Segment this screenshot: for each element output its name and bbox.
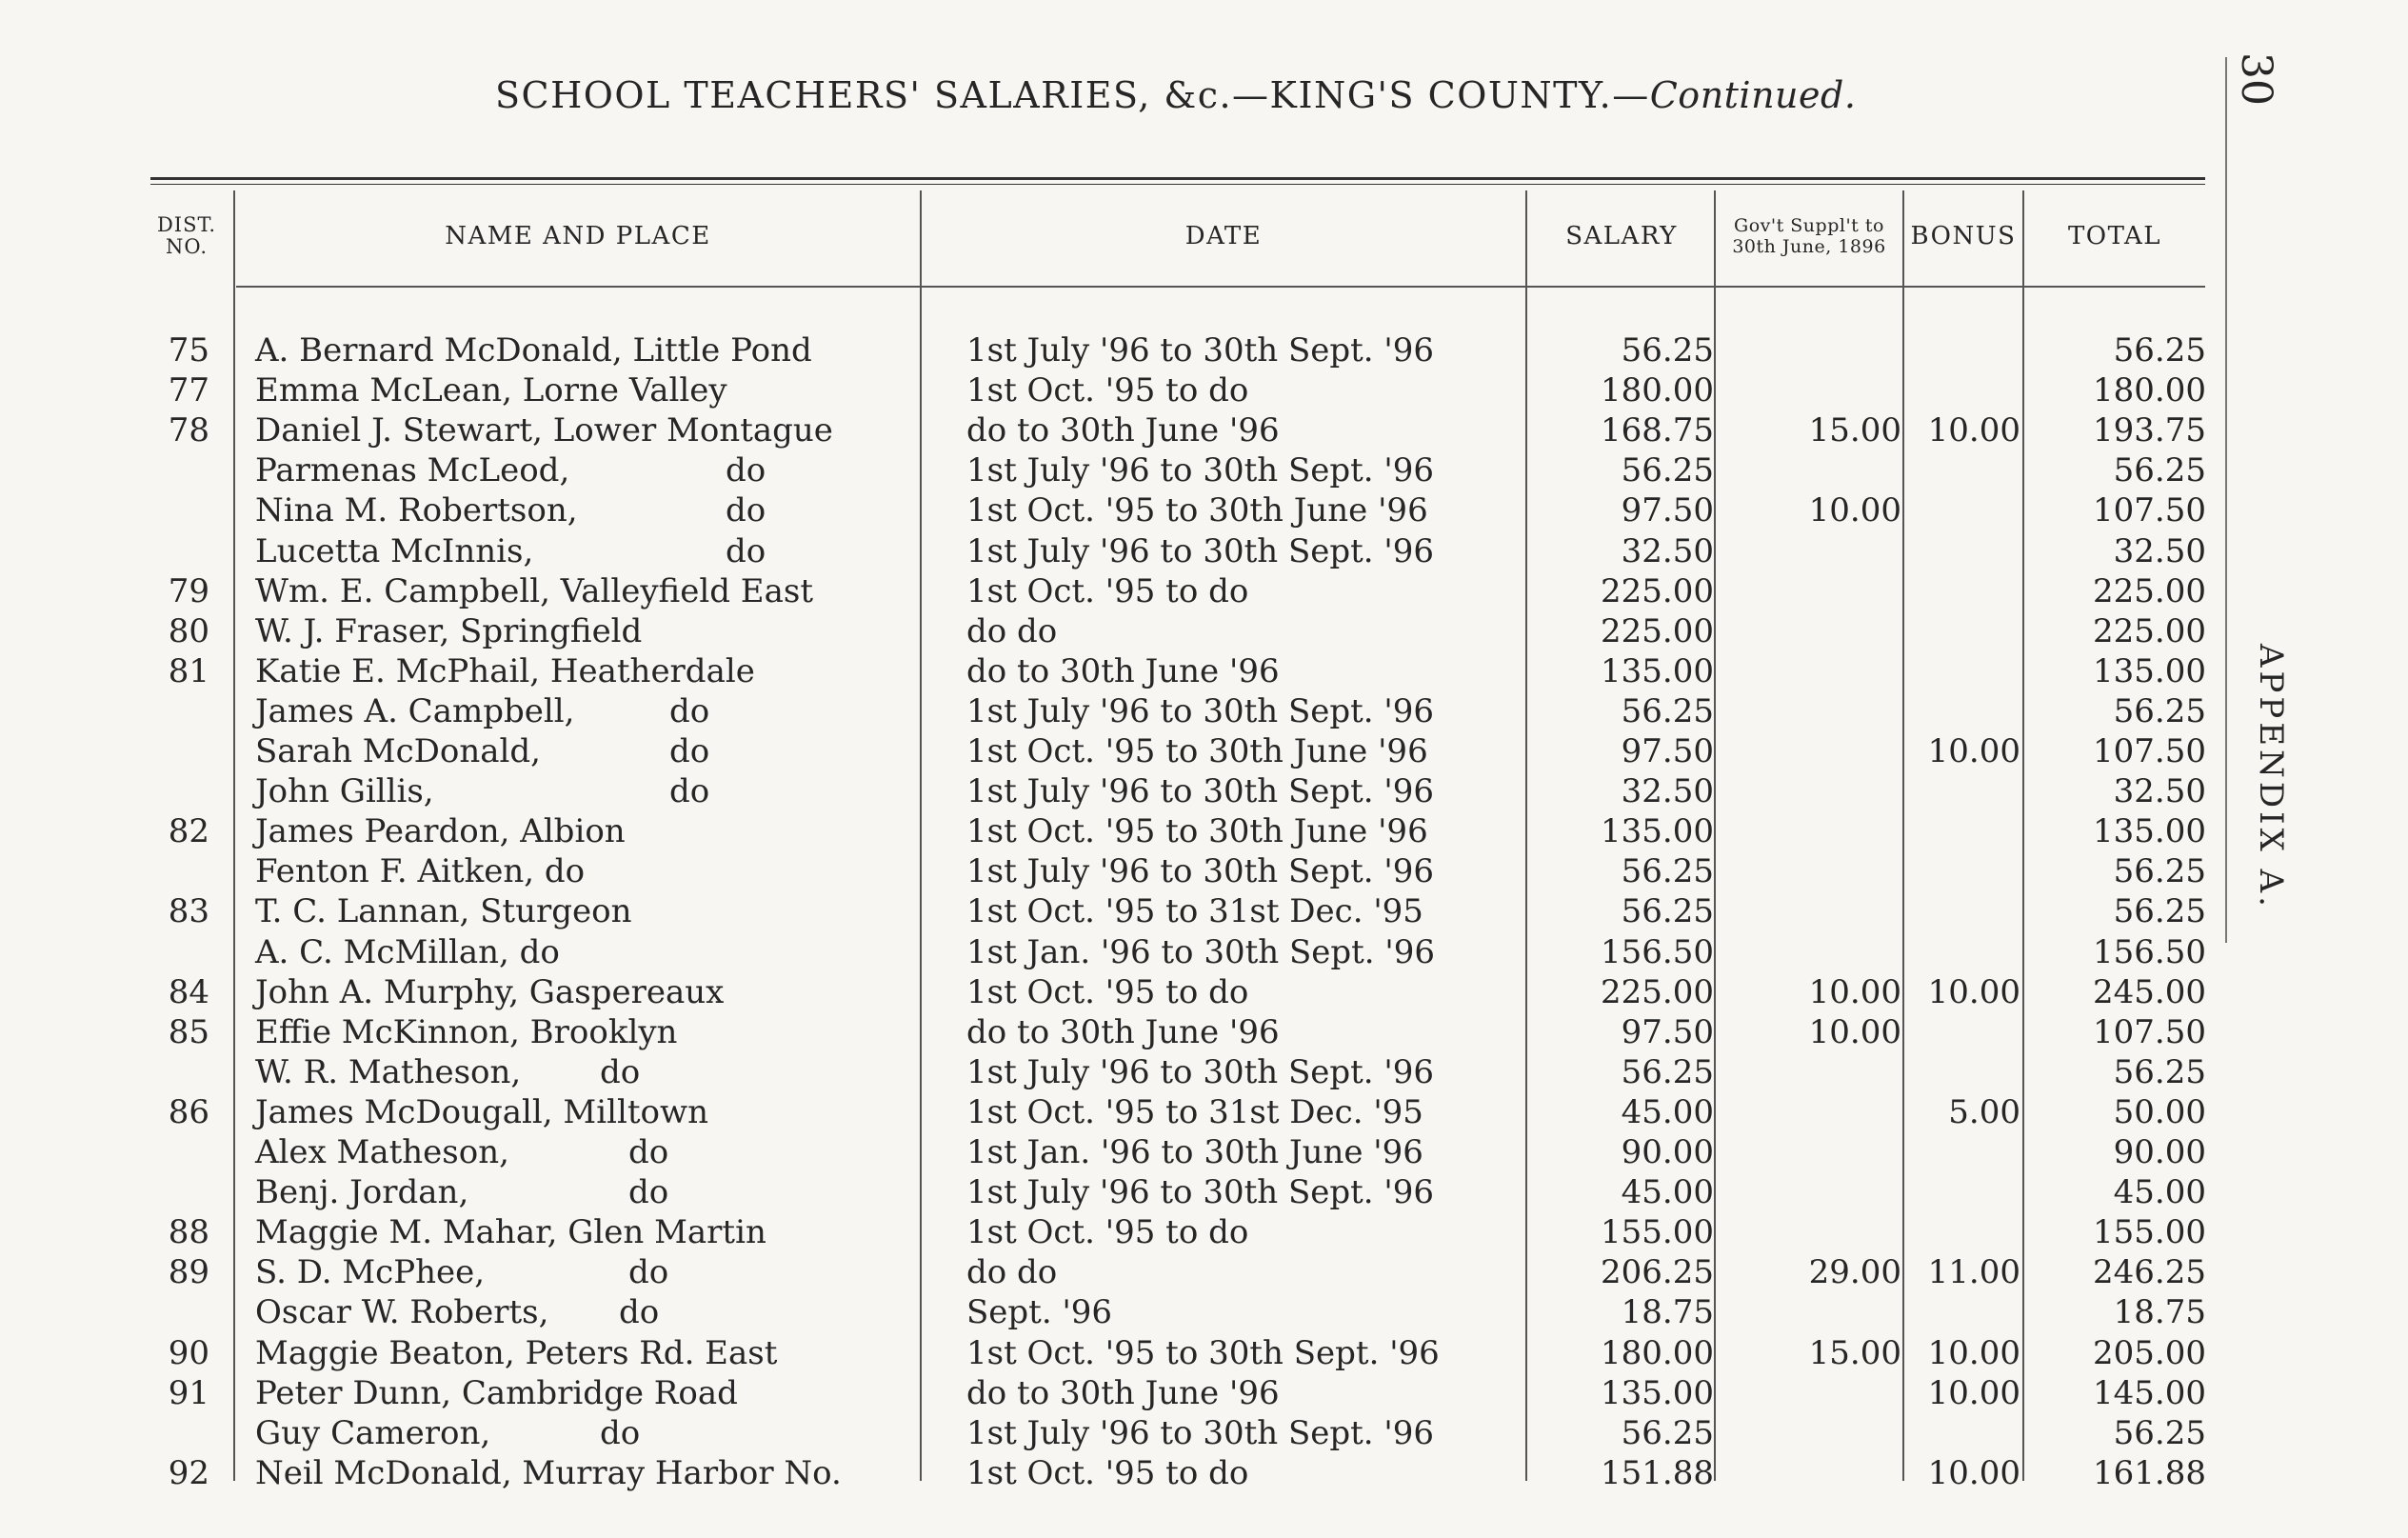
total-value: 90.00 [2113, 1133, 2206, 1171]
total-value: 161.88 [2093, 1453, 2206, 1492]
teacher-name-place: Neil McDonald, Murray Harbor No. [255, 1453, 842, 1492]
date-range: 1st July '96 to 30th Sept. '96 [966, 531, 1435, 570]
table-row [0, 1013, 2408, 1053]
teacher-name-place: Katie E. McPhail, Heatherdale [255, 651, 755, 690]
table-row [0, 1374, 2408, 1414]
salary-value: 180.00 [1601, 1333, 1714, 1372]
dist-number: 86 [168, 1092, 209, 1131]
date-range: 1st Oct. '95 to do [966, 571, 1249, 610]
date-range: 1st Oct. '95 to do [966, 1453, 1249, 1492]
salary-value: 135.00 [1601, 812, 1714, 851]
header-date: DATE [1184, 222, 1263, 250]
date-range: 1st July '96 to 30th Sept. '96 [966, 772, 1435, 811]
date-range: Sept. '96 [966, 1293, 1113, 1332]
teacher-name-place: James McDougall, Milltown [255, 1092, 708, 1131]
date-range: 1st Oct. '95 to 31st Dec. '95 [966, 1092, 1423, 1131]
ditto-mark: do [726, 451, 766, 490]
salary-value: 90.00 [1621, 1133, 1714, 1171]
dist-number: 81 [168, 651, 209, 690]
total-value: 180.00 [2093, 371, 2206, 410]
salary-value: 56.25 [1621, 892, 1714, 931]
total-value: 56.25 [2113, 1052, 2206, 1091]
title-text: SCHOOL TEACHERS' SALARIES, &c.—KING'S COUNTY.— [495, 74, 1650, 116]
table-row [0, 1173, 2408, 1213]
date-range: 1st Oct. '95 to 30th June '96 [966, 732, 1428, 770]
salary-value: 56.25 [1621, 852, 1714, 891]
salary-value: 32.50 [1621, 531, 1714, 570]
total-value: 56.25 [2113, 451, 2206, 490]
teacher-name-place: James Peardon, Albion [255, 812, 626, 851]
dist-number: 82 [168, 812, 209, 851]
total-value: 56.25 [2113, 691, 2206, 730]
teacher-name-place: Peter Dunn, Cambridge Road [255, 1373, 738, 1412]
header-total: TOTAL [2067, 222, 2162, 250]
teacher-name-place: Benj. Jordan, [255, 1173, 469, 1212]
gov-supplement-value: 15.00 [1808, 1333, 1901, 1372]
table-row [0, 1093, 2408, 1133]
date-range: do to 30th June '96 [966, 411, 1280, 450]
salary-value: 97.50 [1621, 1012, 1714, 1051]
ditto-mark: do [726, 531, 766, 570]
dist-number: 83 [168, 892, 209, 931]
ditto-mark: do [619, 1293, 660, 1332]
teacher-name-place: Wm. E. Campbell, Valleyfield East [255, 571, 814, 610]
salary-value: 97.50 [1621, 491, 1714, 530]
date-range: 1st July '96 to 30th Sept. '96 [966, 451, 1435, 490]
date-range: 1st Oct. '95 to 31st Dec. '95 [966, 892, 1423, 931]
total-value: 135.00 [2093, 812, 2206, 851]
salary-value: 97.50 [1621, 732, 1714, 770]
date-range: 1st July '96 to 30th Sept. '96 [966, 1413, 1435, 1452]
header-salary: SALARY [1565, 222, 1678, 250]
total-value: 135.00 [2093, 651, 2206, 690]
teacher-name-place: W. R. Matheson, [255, 1052, 522, 1091]
bonus-value: 10.00 [1927, 411, 2020, 450]
teacher-name-place: Maggie M. Mahar, Glen Martin [255, 1213, 766, 1252]
teacher-name-place: W. J. Fraser, Springfield [255, 611, 643, 650]
bonus-value: 11.00 [1927, 1253, 2020, 1292]
salary-value: 18.75 [1621, 1293, 1714, 1332]
date-range: 1st Oct. '95 to 30th Sept. '96 [966, 1333, 1440, 1372]
gov-supplement-value: 29.00 [1808, 1253, 1901, 1292]
date-range: do to 30th June '96 [966, 1373, 1280, 1412]
dist-number: 85 [168, 1012, 209, 1051]
dist-number: 91 [168, 1373, 209, 1412]
teacher-name-place: James A. Campbell, [255, 691, 575, 730]
table-row [0, 331, 2408, 371]
teacher-name-place: Parmenas McLeod, [255, 451, 570, 490]
total-value: 107.50 [2093, 1012, 2206, 1051]
ditto-mark: do [600, 1052, 641, 1091]
salary-value: 135.00 [1601, 1373, 1714, 1412]
table-row [0, 1414, 2408, 1454]
page-number: 30 [2232, 52, 2280, 106]
salary-value: 151.88 [1601, 1453, 1714, 1492]
bonus-value: 10.00 [1927, 732, 2020, 770]
table-row [0, 1213, 2408, 1253]
salary-value: 206.25 [1601, 1253, 1714, 1292]
total-value: 245.00 [2093, 972, 2206, 1011]
total-value: 193.75 [2093, 411, 2206, 450]
dist-number: 89 [168, 1253, 209, 1292]
date-range: do do [966, 1253, 1058, 1292]
table-row [0, 451, 2408, 491]
table-row [0, 411, 2408, 451]
header-gov-suppl: Gov't Suppl't to 30th June, 1896 [1732, 215, 1886, 257]
teacher-name-place: A. C. McMillan, do [255, 932, 560, 971]
teacher-name-place: Guy Cameron, [255, 1413, 491, 1452]
total-value: 246.25 [2093, 1253, 2206, 1292]
table-row [0, 852, 2408, 892]
date-range: 1st July '96 to 30th Sept. '96 [966, 1052, 1435, 1091]
dist-number: 80 [168, 611, 209, 650]
salary-value: 180.00 [1601, 371, 1714, 410]
teacher-name-place: John A. Murphy, Gaspereaux [255, 972, 725, 1011]
salary-value: 45.00 [1621, 1092, 1714, 1131]
top-rule-thick [150, 177, 2205, 180]
ditto-mark: do [628, 1173, 669, 1212]
ditto-mark: do [669, 732, 710, 770]
total-value: 107.50 [2093, 491, 2206, 530]
header-bonus: BONUS [1910, 222, 2017, 250]
gov-supplement-value: 10.00 [1808, 972, 1901, 1011]
teacher-name-place: John Gillis, [255, 772, 434, 811]
table-row [0, 1253, 2408, 1293]
table-row [0, 652, 2408, 692]
bonus-value: 10.00 [1927, 1453, 2020, 1492]
table-row [0, 892, 2408, 932]
dist-number: 75 [168, 331, 209, 370]
gov-supplement-value: 15.00 [1808, 411, 1901, 450]
teacher-name-place: T. C. Lannan, Sturgeon [255, 892, 632, 931]
date-range: do to 30th June '96 [966, 1012, 1280, 1051]
dist-number: 79 [168, 571, 209, 610]
ditto-mark: do [669, 772, 710, 811]
table-row [0, 491, 2408, 531]
teacher-name-place: Daniel J. Stewart, Lower Montague [255, 411, 833, 450]
table-row [0, 371, 2408, 411]
table-row [0, 732, 2408, 772]
salary-value: 56.25 [1621, 1413, 1714, 1452]
ditto-mark: do [628, 1133, 669, 1171]
date-range: 1st Oct. '95 to do [966, 1213, 1249, 1252]
table-row [0, 933, 2408, 973]
table-row [0, 1293, 2408, 1333]
date-range: 1st Oct. '95 to 30th June '96 [966, 812, 1428, 851]
total-value: 56.25 [2113, 852, 2206, 891]
total-value: 32.50 [2113, 531, 2206, 570]
table-row [0, 692, 2408, 732]
table-row [0, 973, 2408, 1013]
teacher-name-place: Oscar W. Roberts, [255, 1293, 549, 1332]
header-dist: DIST. NO. [156, 213, 217, 258]
ditto-mark: do [600, 1413, 641, 1452]
total-value: 225.00 [2093, 571, 2206, 610]
date-range: 1st Oct. '95 to do [966, 371, 1249, 410]
salary-value: 56.25 [1621, 451, 1714, 490]
salary-value: 156.50 [1601, 932, 1714, 971]
dist-number: 78 [168, 411, 209, 450]
total-value: 18.75 [2113, 1293, 2206, 1332]
dist-number: 84 [168, 972, 209, 1011]
bonus-value: 5.00 [1948, 1092, 2020, 1131]
ditto-mark: do [726, 491, 766, 530]
date-range: do to 30th June '96 [966, 651, 1280, 690]
date-range: 1st July '96 to 30th Sept. '96 [966, 1173, 1435, 1212]
total-value: 145.00 [2093, 1373, 2206, 1412]
dist-number: 77 [168, 371, 209, 410]
salary-value: 32.50 [1621, 772, 1714, 811]
total-value: 56.25 [2113, 1413, 2206, 1452]
ditto-mark: do [669, 691, 710, 730]
gov-supplement-value: 10.00 [1808, 1012, 1901, 1051]
total-value: 32.50 [2113, 772, 2206, 811]
salary-value: 45.00 [1621, 1173, 1714, 1212]
teacher-name-place: Sarah McDonald, [255, 732, 541, 770]
table-row [0, 772, 2408, 812]
total-value: 225.00 [2093, 611, 2206, 650]
dist-number: 92 [168, 1453, 209, 1492]
header-bottom-rule [236, 286, 2205, 288]
table-row [0, 1454, 2408, 1494]
table-row [0, 1133, 2408, 1173]
bonus-value: 10.00 [1927, 1373, 2020, 1412]
teacher-name-place: Nina M. Robertson, [255, 491, 578, 530]
total-value: 45.00 [2113, 1173, 2206, 1212]
date-range: 1st Jan. '96 to 30th June '96 [966, 1133, 1423, 1171]
salary-value: 155.00 [1601, 1213, 1714, 1252]
gov-supplement-value: 10.00 [1808, 491, 1901, 530]
table-row [0, 612, 2408, 652]
title-continued: Continued. [1649, 74, 1857, 116]
table-row [0, 532, 2408, 572]
salary-value: 56.25 [1621, 1052, 1714, 1091]
salary-value: 135.00 [1601, 651, 1714, 690]
total-value: 155.00 [2093, 1213, 2206, 1252]
top-rule-thin [150, 184, 2205, 185]
bonus-value: 10.00 [1927, 1333, 2020, 1372]
teacher-name-place: S. D. McPhee, [255, 1253, 486, 1292]
teacher-name-place: Effie McKinnon, Brooklyn [255, 1012, 678, 1051]
total-value: 56.25 [2113, 331, 2206, 370]
header-name: NAME AND PLACE [445, 222, 711, 250]
date-range: 1st July '96 to 30th Sept. '96 [966, 331, 1435, 370]
teacher-name-place: Emma McLean, Lorne Valley [255, 371, 727, 410]
date-range: 1st July '96 to 30th Sept. '96 [966, 852, 1435, 891]
date-range: 1st Jan. '96 to 30th Sept. '96 [966, 932, 1436, 971]
date-range: 1st July '96 to 30th Sept. '96 [966, 691, 1435, 730]
teacher-name-place: A. Bernard McDonald, Little Pond [255, 331, 812, 370]
salary-value: 225.00 [1601, 571, 1714, 610]
salary-value: 225.00 [1601, 972, 1714, 1011]
teacher-name-place: Alex Matheson, [255, 1133, 509, 1171]
dist-number: 88 [168, 1213, 209, 1252]
bonus-value: 10.00 [1927, 972, 2020, 1011]
salary-value: 56.25 [1621, 331, 1714, 370]
date-range: do do [966, 611, 1058, 650]
table-row [0, 1053, 2408, 1093]
table-row [0, 572, 2408, 612]
total-value: 107.50 [2093, 732, 2206, 770]
table-row [0, 1334, 2408, 1374]
total-value: 205.00 [2093, 1333, 2206, 1372]
total-value: 50.00 [2113, 1092, 2206, 1131]
salary-value: 56.25 [1621, 691, 1714, 730]
teacher-name-place: Fenton F. Aitken, do [255, 852, 586, 891]
salary-value: 168.75 [1601, 411, 1714, 450]
table-row [0, 812, 2408, 852]
page-title [495, 74, 1980, 116]
salary-value: 225.00 [1601, 611, 1714, 650]
total-value: 156.50 [2093, 932, 2206, 971]
total-value: 56.25 [2113, 892, 2206, 931]
appendix-label: APPENDIX A. [2252, 644, 2290, 910]
teacher-name-place: Lucetta McInnis, [255, 531, 534, 570]
date-range: 1st Oct. '95 to 30th June '96 [966, 491, 1428, 530]
teacher-name-place: Maggie Beaton, Peters Rd. East [255, 1333, 778, 1372]
ditto-mark: do [628, 1253, 669, 1292]
date-range: 1st Oct. '95 to do [966, 972, 1249, 1011]
dist-number: 90 [168, 1333, 209, 1372]
